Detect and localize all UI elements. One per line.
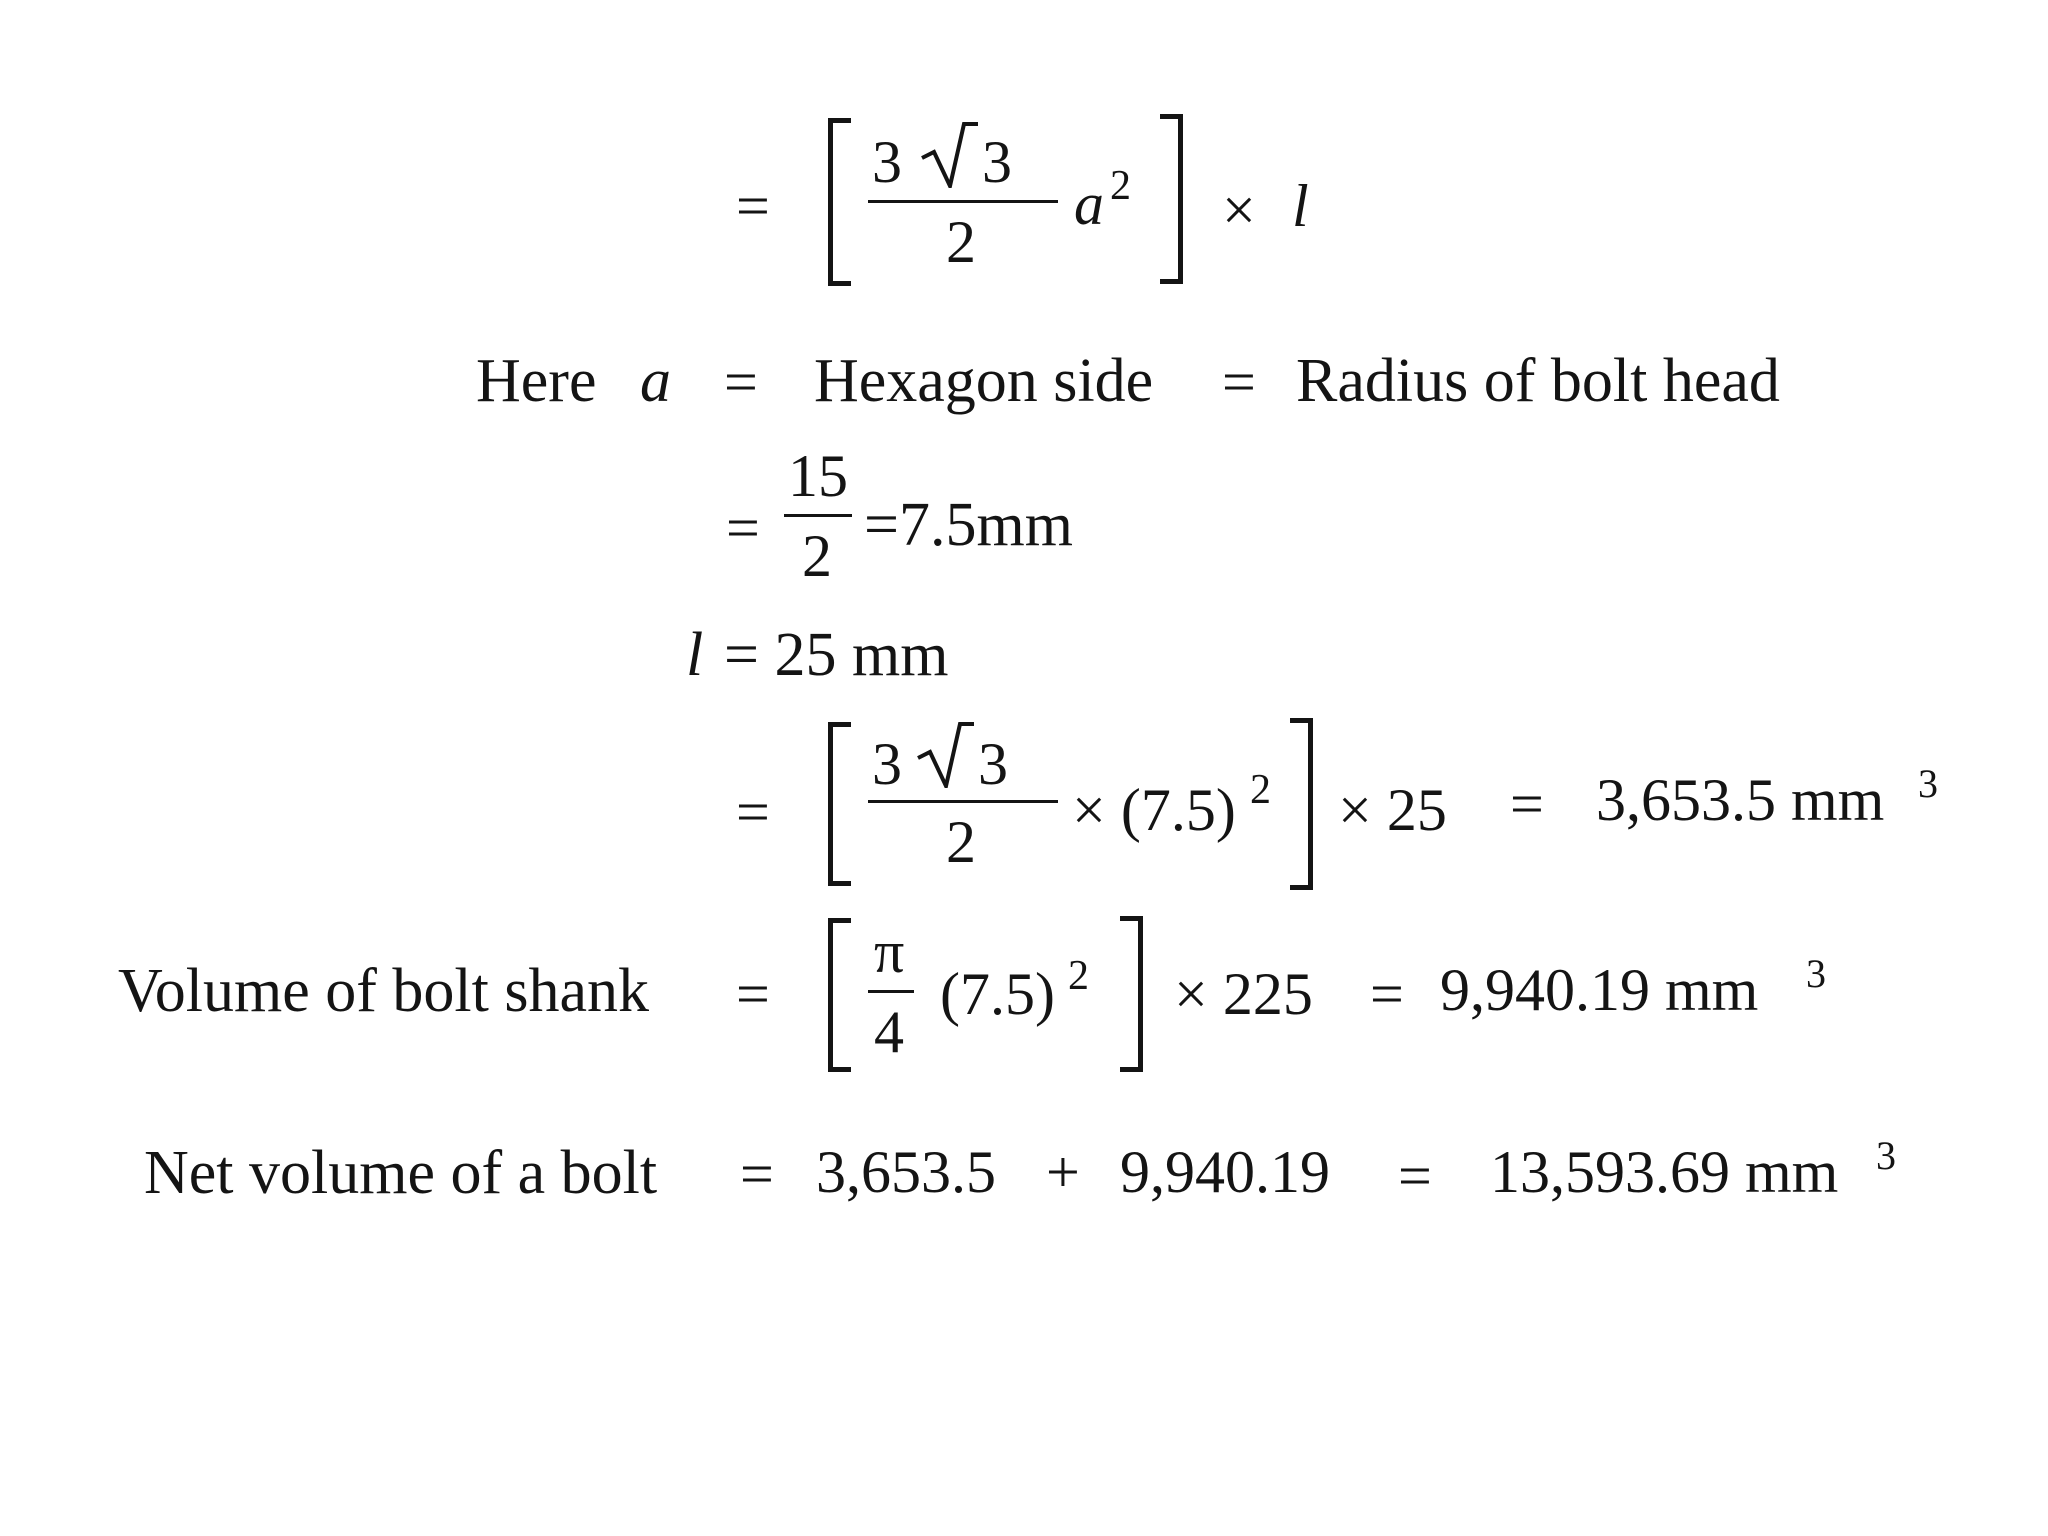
volume-of-bolt-shank-label: Volume of bolt shank — [118, 957, 649, 1025]
result-text: 9,940.19 mm — [1440, 957, 1759, 1023]
result-exponent: 3 — [1918, 761, 1938, 806]
fraction-bar — [784, 514, 852, 517]
right-bracket — [1160, 114, 1183, 284]
left-bracket — [828, 722, 851, 886]
factor-text: (7.5) — [940, 961, 1055, 1027]
denominator: 2 — [946, 809, 976, 875]
result-text: =7.5mm — [864, 491, 1073, 559]
length-value-text: = 25 mm — [724, 621, 949, 689]
result-text: 13,593.69 mm — [1490, 1139, 1839, 1205]
fraction-bar — [868, 800, 1058, 803]
equals-sign: = — [736, 779, 770, 845]
result-exponent: 3 — [1806, 951, 1826, 996]
net-volume-of-a-bolt-label: Net volume of a bolt — [144, 1139, 658, 1207]
numerator-coefficient: 3 — [872, 731, 902, 797]
equals-sign: = — [724, 349, 758, 415]
denominator: 4 — [874, 999, 904, 1065]
fraction-bar — [868, 990, 914, 993]
numerator: 15 — [788, 443, 848, 509]
exponent: 2 — [1250, 767, 1271, 813]
denominator: 2 — [802, 523, 832, 589]
left-bracket — [828, 918, 851, 1072]
variable-a: a — [640, 347, 671, 415]
times-length-text: × 225 — [1174, 961, 1313, 1027]
times-sign: × — [1222, 177, 1256, 243]
numerator-coefficient: 3 — [872, 129, 902, 195]
equals-sign: = — [736, 173, 770, 239]
right-bracket — [1120, 916, 1143, 1072]
right-bracket — [1290, 718, 1313, 890]
variable-a: a — [1074, 171, 1104, 237]
times-length-text: × 25 — [1338, 777, 1447, 843]
radicand: 3 — [978, 731, 1008, 797]
equals-sign: = — [736, 961, 770, 1027]
radicand: 3 — [982, 129, 1012, 195]
factor-text: × (7.5) — [1072, 777, 1236, 843]
radius-of-bolt-head-text: Radius of bolt head — [1296, 347, 1780, 415]
term-one-text: 3,653.5 — [816, 1139, 996, 1205]
result-exponent: 3 — [1876, 1133, 1896, 1178]
equals-sign: = — [1398, 1143, 1432, 1209]
left-bracket — [828, 118, 851, 286]
equals-sign: = — [726, 495, 760, 561]
term-two-text: 9,940.19 — [1120, 1139, 1330, 1205]
equals-sign: = — [1370, 961, 1404, 1027]
hexagon-side-text: Hexagon side — [814, 347, 1154, 415]
denominator: 2 — [946, 209, 976, 275]
plus-sign: + — [1046, 1139, 1080, 1205]
exponent: 2 — [1068, 953, 1089, 999]
fraction-bar — [868, 200, 1058, 203]
pi-numerator: π — [874, 919, 905, 985]
equals-sign: = — [1510, 771, 1544, 837]
square-root-symbol — [916, 718, 976, 788]
length-variable: l — [1292, 173, 1309, 239]
equals-sign: = — [1222, 349, 1256, 415]
equals-sign: = — [740, 1141, 774, 1207]
here-label: Here — [476, 347, 597, 415]
result-text: 3,653.5 mm — [1596, 767, 1885, 833]
exponent: 2 — [1110, 163, 1131, 209]
square-root-symbol — [920, 118, 980, 188]
length-variable: l — [686, 621, 704, 689]
